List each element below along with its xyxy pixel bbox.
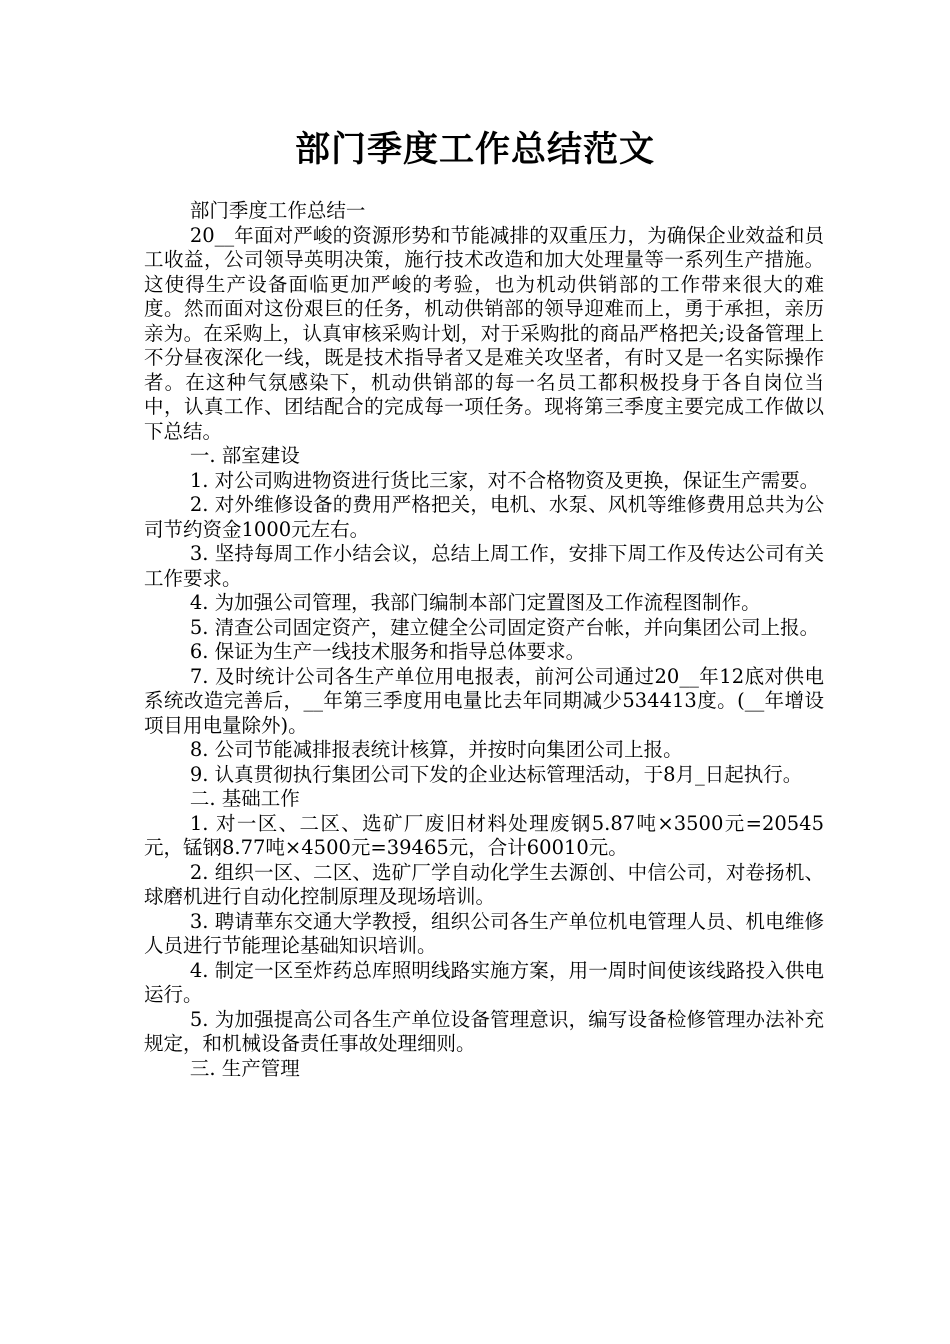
list-item: 5. 为加强提高公司各生产单位设备管理意识，编写设备检修管理办法补充规定，和机械设备责任事故处理细则。 — [144, 1007, 824, 1055]
list-item: 1. 对一区、二区、选矿厂废旧材料处理废钢5.87吨×3500元=20545元，锰钢8.77吨×4500元=39465元，合计60010元。 — [144, 811, 824, 859]
list-item: 3. 聘请華东交通大学教授，组织公司各生产单位机电管理人员、机电维修人员进行节能理论基础知识培训。 — [144, 909, 824, 957]
section-subtitle: 部门季度工作总结一 — [189, 199, 366, 222]
section-heading: 二. 基础工作 — [189, 787, 300, 810]
section-heading: 一. 部室建设 — [189, 444, 300, 467]
document-body — [144, 199, 824, 1081]
section-heading: 三. 生产管理 — [189, 1056, 300, 1080]
list-item: 3. 坚持每周工作小结会议，总结上周工作，安排下周工作及传达公司有关工作要求。 — [144, 542, 824, 590]
list-item: 4. 制定一区至炸药总库照明线路实施方案，用一周时间使该线路投入供电运行。 — [144, 958, 824, 1006]
list-item: 5. 清查公司固定资产，建立健全公司固定资产台帐，并向集团公司上报。 — [189, 615, 820, 639]
list-item: 8. 公司节能减排报表统计核算，并按时向集团公司上报。 — [189, 738, 683, 761]
list-item: 4. 为加强公司管理，我部门编制本部门定置图及工作流程图制作。 — [189, 591, 761, 614]
list-item: 2. 组织一区、二区、选矿厂学自动化学生去源创、中信公司，对卷扬机、球磨机进行自动化控制原理及现场培训。 — [144, 860, 824, 908]
list-item: 9. 认真贯彻执行集团公司下发的企业达标管理活动，于8月_日起执行。 — [189, 762, 803, 786]
list-item: 6. 保证为生产一线技术服务和指导总体要求。 — [189, 640, 586, 663]
intro-paragraph: 20__年面对严峻的资源形势和节能减排的双重压力，为确保企业效益和员工收益，公司领导英明决策，施行技术改造和加大处理量等一系列生产措施。这使得生产设备面临更加严峻的考验，也为机动供销部的工作带来很大的难度。然而面对这份艰巨的任务，机动供销部的领导迎难而上，勇于承担，亲历亲为。在采购上，认真审核采购计划，对于采购批的商品严格把关;设备管理上不分昼夜深化一线，既是技术指导者又是难关攻坚者，有时又是一名实际操作者。在这种气氛感染下，机动供销部的每一名员工都积极投身于各自岗位当中，认真工作、团结配合的完成每一项任务。现将第三季度主要完成工作做以下总结。 — [144, 223, 824, 443]
document-title: 部门季度工作总结范文 — [294, 130, 655, 170]
list-item: 1. 对公司购进物资进行货比三家，对不合格物资及更换，保证生产需要。 — [189, 468, 820, 492]
list-item: 2. 对外维修设备的费用严格把关，电机、水泵、风机等维修费用总共为公司节约资金1000元左右。 — [144, 493, 824, 541]
list-item: 7. 及时统计公司各生产单位用电报表，前河公司通过20__年12底对供电系统改造完善后，__年第三季度用电量比去年同期减少534413度。(__年增设项目用电量除外)。 — [144, 664, 824, 737]
